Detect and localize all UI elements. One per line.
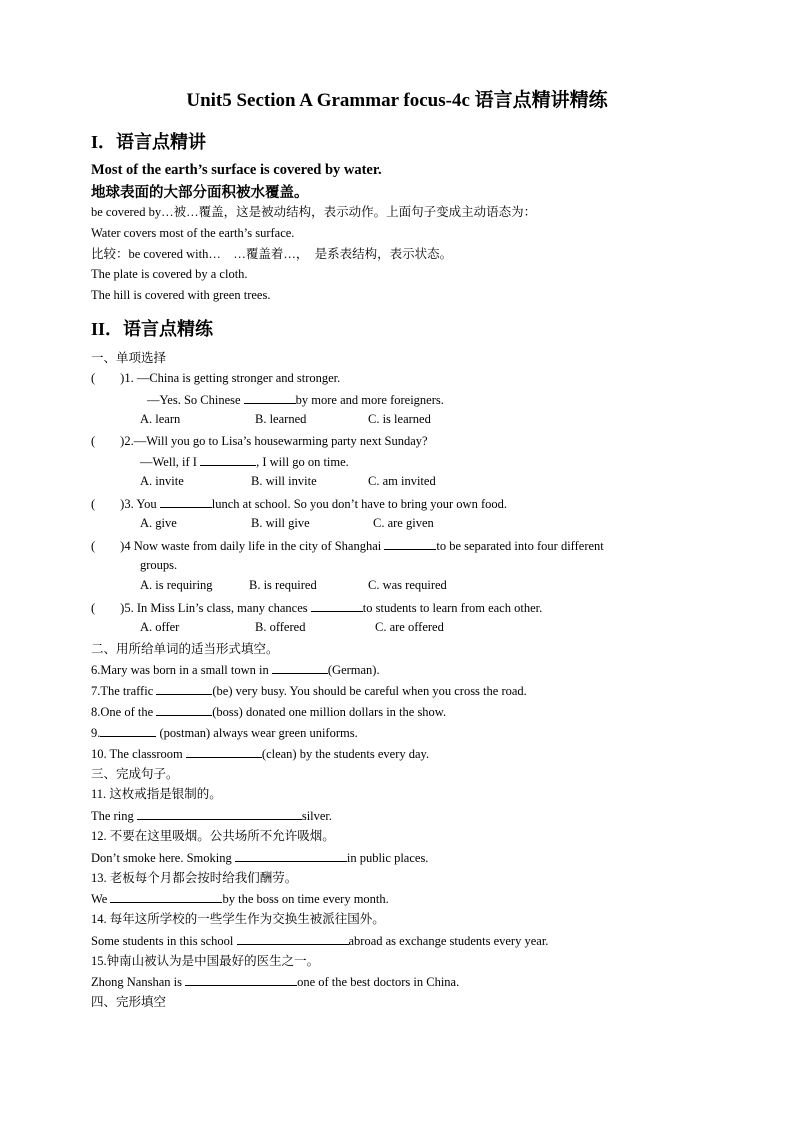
q1-line-b (147, 391, 444, 408)
q2-option-b[interactable]: B. will invite (251, 474, 317, 488)
key-sentence-cn: 地球表面的大部分面积被水覆盖。 (91, 185, 309, 201)
q9-blank[interactable] (100, 724, 156, 737)
q13-cn: 13. 老板每个月都会按时给我们酬劳。 (91, 871, 298, 885)
q4-option-a[interactable]: A. is requiring (140, 578, 213, 592)
q14-blank[interactable] (237, 932, 349, 945)
q3-post: lunch at school. So you don’t have to bring your own food. (211, 497, 507, 511)
q15-blank[interactable] (185, 973, 297, 986)
q7-pre: 7.The traffic (91, 684, 154, 698)
q13-blank[interactable] (110, 890, 222, 903)
q10-post: (clean) by the students every day. (261, 747, 430, 761)
q1-b-pre: —Yes. So Chinese (147, 393, 241, 407)
q11-pre: The ring (91, 809, 134, 823)
q3-option-a[interactable]: A. give (140, 516, 177, 530)
q11-cn: 11. 这枚戒指是银制的。 (91, 787, 222, 801)
q4-pre: ( )4 Now waste from daily life in the city of Shanghai (91, 539, 382, 553)
q6-blank[interactable] (272, 661, 328, 674)
q11-post: silver. (301, 809, 333, 823)
q8-blank[interactable] (156, 703, 212, 716)
q1-option-c[interactable]: C. is learned (368, 412, 431, 426)
q3-line (91, 495, 507, 512)
section2-heading: II．语言点精练 (91, 319, 214, 339)
q15-cn: 15.钟南山被认为是中国最好的医生之一。 (91, 954, 320, 968)
q10-pre: 10. The classroom (91, 747, 183, 761)
q1-line-a: ( )1. —China is getting stronger and stronger. (91, 371, 341, 385)
q2-b-pre: —Well, if I (140, 455, 197, 469)
q2-option-a[interactable]: A. invite (140, 474, 184, 488)
q10-blank[interactable] (186, 745, 262, 758)
q2-line-b (140, 453, 349, 470)
q12-line (91, 849, 428, 866)
q10-line (91, 745, 429, 762)
q7-post: (be) very busy. You should be careful when you cross the road. (212, 684, 527, 698)
q3-option-c[interactable]: C. are given (373, 516, 434, 530)
q15-post: one of the best doctors in China. (297, 975, 460, 989)
q8-line (91, 703, 446, 720)
q9-pre: 9. (91, 726, 101, 740)
q5-option-b[interactable]: B. offered (255, 620, 306, 634)
note-3: 比较：be covered with… …覆盖着…， 是系表结构，表示状态。 (91, 247, 453, 261)
q8-post: (boss) donated one million dollars in the show. (212, 705, 447, 719)
q3-option-b[interactable]: B. will give (251, 516, 310, 530)
q15-pre: Zhong Nanshan is (91, 975, 182, 989)
q7-line (91, 682, 527, 699)
part4-title: 四、完形填空 (91, 995, 167, 1009)
q1-option-a[interactable]: A. learn (140, 412, 181, 426)
q7-blank[interactable] (156, 682, 212, 695)
q11-blank[interactable] (137, 807, 302, 820)
q6-line (91, 661, 380, 678)
part2-title: 二、用所给单词的适当形式填空。 (91, 642, 279, 656)
q2-b-post: , I will go on time. (256, 455, 349, 469)
q2-option-c[interactable]: C. am invited (368, 474, 436, 488)
q13-line (91, 890, 389, 907)
q4-continuation: groups. (140, 558, 178, 572)
q12-pre: Don’t smoke here. Smoking (91, 851, 232, 865)
q12-cn: 12. 不要在这里吸烟。公共场所不允许吸烟。 (91, 829, 335, 843)
q5-line (91, 599, 542, 616)
q1-blank[interactable] (244, 391, 296, 404)
q14-cn: 14. 每年这所学校的一些学生作为交换生被派往国外。 (91, 912, 385, 926)
q4-blank[interactable] (384, 537, 436, 550)
q14-line (91, 932, 548, 949)
q2-blank[interactable] (200, 453, 256, 466)
q6-post: (German). (327, 663, 380, 677)
q5-option-a[interactable]: A. offer (140, 620, 180, 634)
q6-pre: 6.Mary was born in a small town in (91, 663, 269, 677)
note-1: be covered by…被…覆盖，这是被动结构，表示动作。上面句子变成主动语态为： (91, 205, 537, 219)
q2-line-a: ( )2.—Will you go to Lisa’s housewarming party next Sunday? (91, 434, 428, 448)
q13-post: by the boss on time every month. (222, 892, 389, 906)
q5-blank[interactable] (311, 599, 363, 612)
q1-option-b[interactable]: B. learned (255, 412, 307, 426)
part1-title: 一、单项选择 (91, 351, 167, 365)
q8-pre: 8.One of the (91, 705, 154, 719)
key-sentence-en: Most of the earth’s surface is covered by water. (91, 162, 382, 178)
q5-option-c[interactable]: C. are offered (375, 620, 444, 634)
q12-post: in public places. (346, 851, 429, 865)
q14-pre: Some students in this school (91, 934, 234, 948)
q4-line (91, 537, 604, 554)
q9-post: (postman) always wear green uniforms. (156, 726, 358, 740)
q13-pre: We (91, 892, 108, 906)
example-1: The plate is covered by a cloth. (91, 267, 248, 281)
q4-post: to be separated into four different (436, 539, 604, 553)
example-2: The hill is covered with green trees. (91, 288, 271, 302)
section1-heading: I．语言点精讲 (91, 132, 207, 152)
q9-line (91, 724, 358, 741)
q14-post: abroad as exchange students every year. (348, 934, 549, 948)
q15-line (91, 973, 459, 990)
q4-option-c[interactable]: C. was required (368, 578, 447, 592)
q11-line (91, 807, 332, 824)
q5-post: to students to learn from each other. (362, 601, 543, 615)
q1-b-post: by more and more foreigners. (295, 393, 444, 407)
q3-blank[interactable] (160, 495, 212, 508)
page-title: Unit5 Section A Grammar focus-4c 语言点精讲精练 (186, 90, 608, 111)
q3-pre: ( )3. You (91, 497, 157, 511)
q4-option-b[interactable]: B. is required (249, 578, 317, 592)
part3-title: 三、完成句子。 (91, 767, 179, 781)
note-2: Water covers most of the earth’s surface. (91, 226, 295, 240)
q12-blank[interactable] (235, 849, 347, 862)
q5-pre: ( )5. In Miss Lin’s class, many chances (91, 601, 308, 615)
